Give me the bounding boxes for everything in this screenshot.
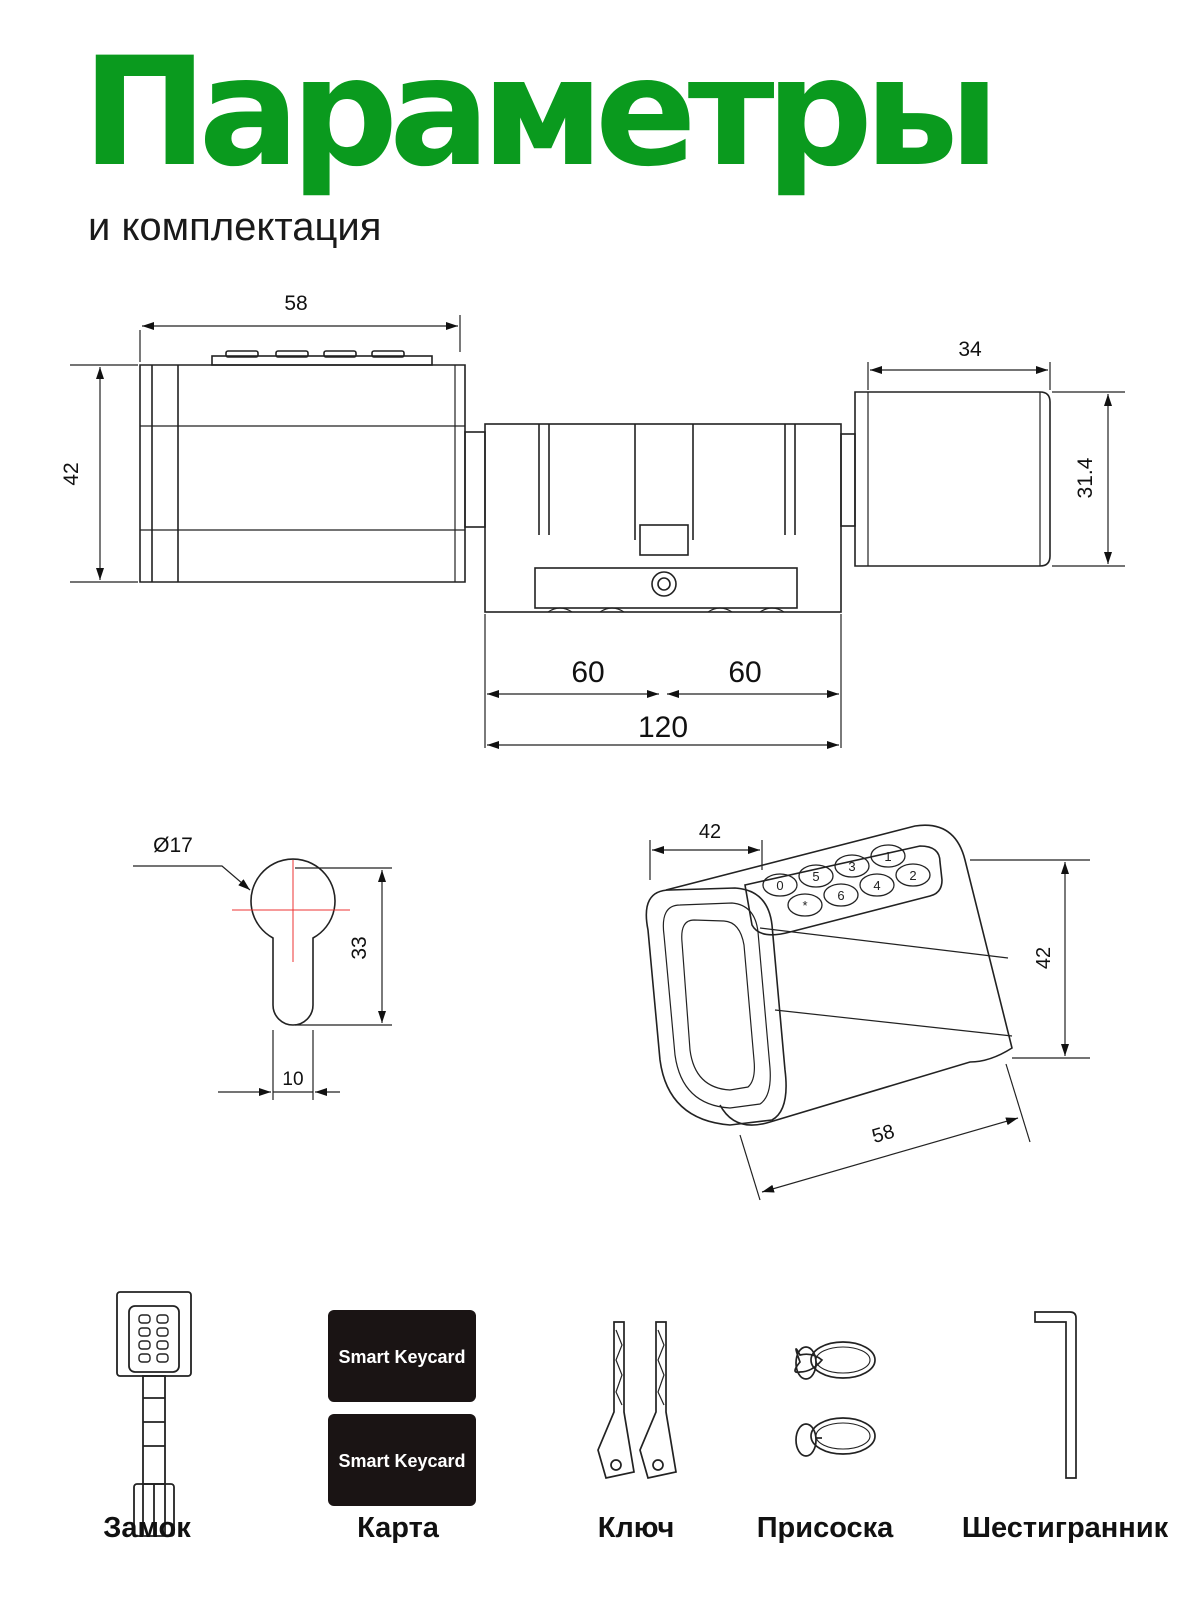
kit-label-lock: Замок bbox=[103, 1512, 191, 1544]
keycard-2-text: Smart Keycard bbox=[338, 1451, 466, 1471]
cylinder-body-side bbox=[465, 424, 855, 612]
key-label-star: * bbox=[802, 898, 808, 913]
key-label-6: 6 bbox=[837, 888, 845, 903]
dim-half-right: 60 bbox=[728, 656, 762, 689]
hex-key-icon bbox=[1035, 1312, 1076, 1478]
dim-keypad-height: 42 bbox=[60, 462, 83, 486]
side-view-labels bbox=[60, 292, 1097, 744]
key-label-5: 5 bbox=[812, 869, 820, 884]
iso-keypad-labels bbox=[776, 849, 916, 913]
kit-label-key: Ключ bbox=[597, 1512, 675, 1544]
dim-knob-diameter: 31.4 bbox=[1074, 457, 1097, 499]
lock-cylinder-icon bbox=[117, 1292, 191, 1536]
key-icon bbox=[598, 1322, 676, 1478]
dim-iso-length: 58 bbox=[869, 1120, 898, 1148]
dim-total-length: 120 bbox=[637, 711, 689, 744]
keycard-1-text: Smart Keycard bbox=[338, 1347, 466, 1367]
thumb-knob-side bbox=[855, 392, 1050, 566]
key-label-0: 0 bbox=[776, 878, 784, 893]
dim-iso-width: 42 bbox=[698, 821, 722, 843]
key-label-1: 1 bbox=[884, 849, 892, 864]
page-subtitle: и комплектация bbox=[88, 205, 382, 249]
dim-profile-diameter: Ø17 bbox=[153, 834, 193, 857]
dim-profile-width: 10 bbox=[282, 1069, 304, 1090]
key-label-4: 4 bbox=[873, 878, 881, 893]
page-title: Параметры bbox=[82, 26, 991, 200]
kit-label-card: Карта bbox=[357, 1512, 439, 1544]
iso-body bbox=[666, 825, 1012, 1125]
kit-label-hex-key: Шестигранник bbox=[961, 1512, 1169, 1544]
profile-view bbox=[133, 859, 392, 1100]
key-label-2: 2 bbox=[909, 868, 917, 883]
dim-half-left: 60 bbox=[571, 656, 605, 689]
iso-keypad-keys bbox=[763, 845, 930, 916]
dim-profile-height: 33 bbox=[348, 936, 371, 960]
key-label-3: 3 bbox=[848, 859, 856, 874]
kit-label-suction-cup: Присоска bbox=[756, 1512, 894, 1544]
dim-knob-length: 34 bbox=[958, 338, 982, 361]
keycard-icon bbox=[328, 1310, 476, 1506]
dim-iso-height: 42 bbox=[1033, 946, 1055, 970]
dim-keypad-length: 58 bbox=[284, 292, 308, 315]
suction-cup-icon bbox=[795, 1342, 875, 1456]
keypad-body-side bbox=[140, 351, 465, 582]
iso-view-labels bbox=[699, 821, 1055, 1148]
iso-view bbox=[646, 825, 1090, 1200]
